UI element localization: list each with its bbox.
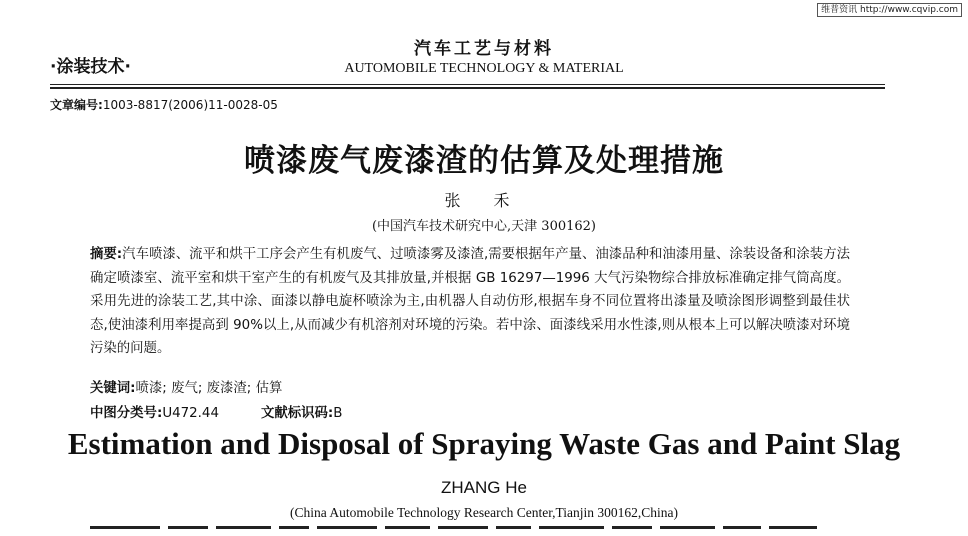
author-en: ZHANG He	[441, 478, 527, 497]
journal-title-en: AUTOMOBILE TECHNOLOGY & MATERIAL	[344, 61, 624, 76]
article-number	[50, 96, 278, 113]
article-number-label: 文章编号:	[50, 98, 103, 112]
header-rule-bottom	[50, 87, 885, 89]
keywords	[90, 377, 282, 396]
affiliation-cn: (中国汽车技术研究中心,天津 300162)	[371, 219, 597, 234]
abstract-text: 汽车喷漆、流平和烘干工序会产生有机废气、过喷漆雾及漆渣,需要根据年产量、油漆品种和油漆用量、涂装设备和涂装方法确定喷漆室、流平室和烘干室产生的有机废气及其排放量,并根据 GB 16297—1996 大气污染物综合排放标准确定排气筒高度。采用先进的涂装工艺,其中涂、面漆以静电旋杯喷涂为主,由机器人自动仿形,根据车身不同位置将出漆量及喷涂图形调整到最佳状态,使油漆利用率提高到 90%以上,从而减少有机溶剂对环境的污染。若中涂、面漆线采用水性漆,则从根本上可以解决喷漆对环境污染的问题。	[90, 247, 850, 356]
journal-title-cn: 汽车工艺与材料	[414, 39, 554, 59]
clc-label: 中图分类号:	[90, 406, 163, 421]
doc-code-value: B	[333, 406, 343, 421]
paper-title-cn: 喷漆废气废漆渣的估算及处理措施	[244, 143, 724, 179]
header-rule-top	[50, 84, 885, 85]
section-label: ·涂装技术·	[50, 57, 131, 77]
keywords-label: 关键词:	[90, 381, 136, 396]
classification	[90, 402, 342, 421]
truncated-text-line	[90, 526, 850, 536]
abstract-cn	[90, 243, 850, 361]
affiliation-en: (China Automobile Technology Research Center,Tianjin 300162,China)	[289, 505, 679, 520]
watermark: 维普资讯 http://www.cqvip.com	[817, 3, 962, 17]
doc-code-label: 文献标识码:	[260, 406, 334, 421]
abstract-label: 摘要:	[90, 247, 123, 262]
keywords-text: 喷漆; 废气; 废漆渣; 估算	[135, 381, 283, 396]
clc-value: U472.44	[162, 406, 219, 421]
author-cn: 张 禾	[444, 191, 524, 210]
article-number-value: 1003-8817(2006)11-0028-05	[102, 98, 278, 112]
paper-title-en: Estimation and Disposal of Spraying Waste Gas and Paint Slag	[67, 426, 901, 461]
